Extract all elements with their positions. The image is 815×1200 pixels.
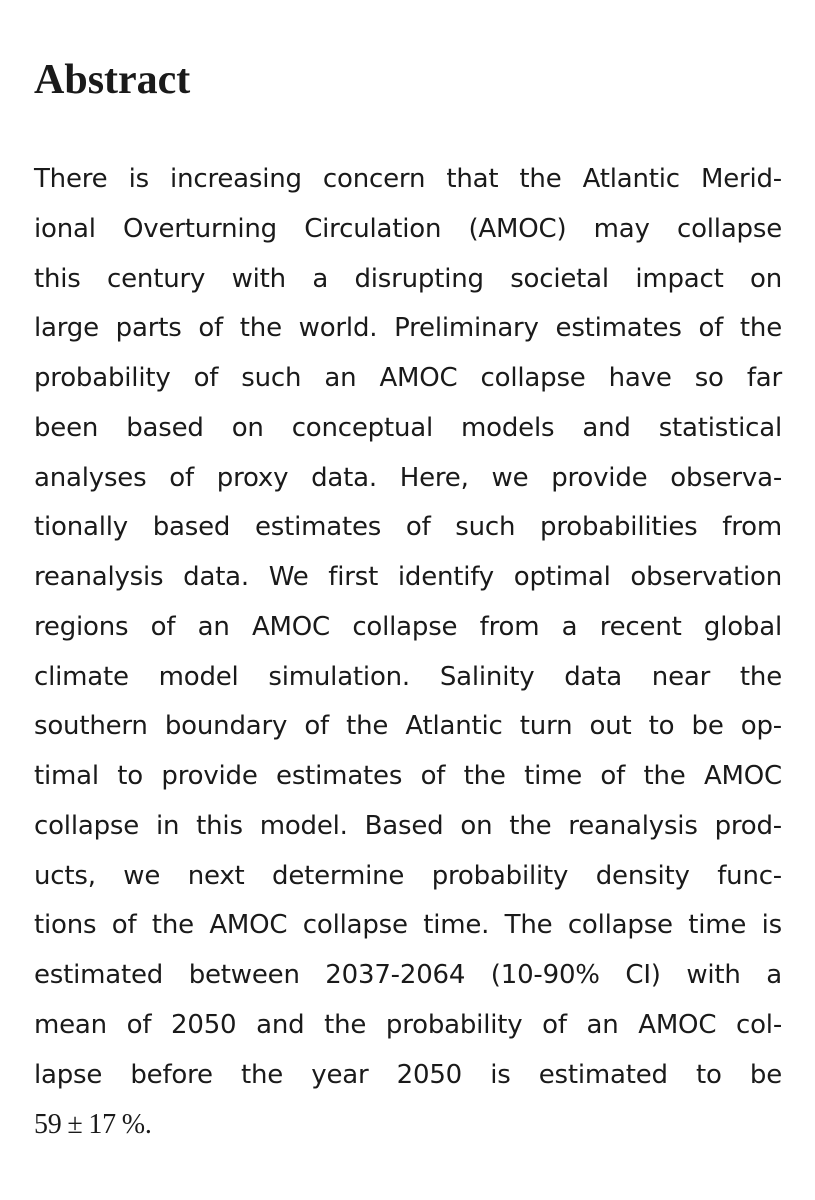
abstract-line: regions of an AMOC collapse from a recent global bbox=[34, 611, 782, 642]
abstract-line: tions of the AMOC collapse time. The collapse time is bbox=[34, 910, 782, 941]
abstract-line: probability of such an AMOC collapse have so far bbox=[34, 363, 782, 393]
abstract-line: climate model simulation. Salinity data near the bbox=[34, 661, 782, 692]
abstract-line: mean of 2050 and the probability of an AMOC col- bbox=[34, 1009, 782, 1040]
abstract-body bbox=[34, 155, 782, 1150]
abstract-line: large parts of the world. Preliminary estimates of the bbox=[34, 313, 782, 344]
abstract-line: estimated between 2037-2064 (10-90% CI) with a bbox=[34, 960, 782, 990]
abstract-line: southern boundary of the Atlantic turn out to be op- bbox=[34, 711, 782, 742]
abstract-line: timal to provide estimates of the time of the AMOC bbox=[34, 761, 782, 791]
abstract-line: this century with a disrupting societal impact on bbox=[34, 263, 782, 294]
abstract-line: collapse in this model. Based on the reanalysis prod- bbox=[34, 810, 782, 841]
abstract-line: analyses of proxy data. Here, we provide observa- bbox=[34, 462, 782, 493]
abstract-line: There is increasing concern that the Atlantic Merid- bbox=[34, 164, 782, 194]
abstract-line: ucts, we next determine probability density func- bbox=[34, 860, 782, 891]
abstract-line: lapse before the year 2050 is estimated to be bbox=[34, 1059, 782, 1090]
abstract-line: ional Overturning Circulation (AMOC) may collapse bbox=[34, 213, 782, 244]
abstract-line: tionally based estimates of such probabilities from bbox=[34, 512, 782, 543]
abstract-line: been based on conceptual models and statistical bbox=[34, 412, 782, 443]
abstract-line: reanalysis data. We first identify optimal observation bbox=[34, 562, 782, 592]
abstract-line-final: 59 ± 17 %. bbox=[34, 1109, 152, 1141]
abstract-heading: Abstract bbox=[34, 57, 191, 103]
